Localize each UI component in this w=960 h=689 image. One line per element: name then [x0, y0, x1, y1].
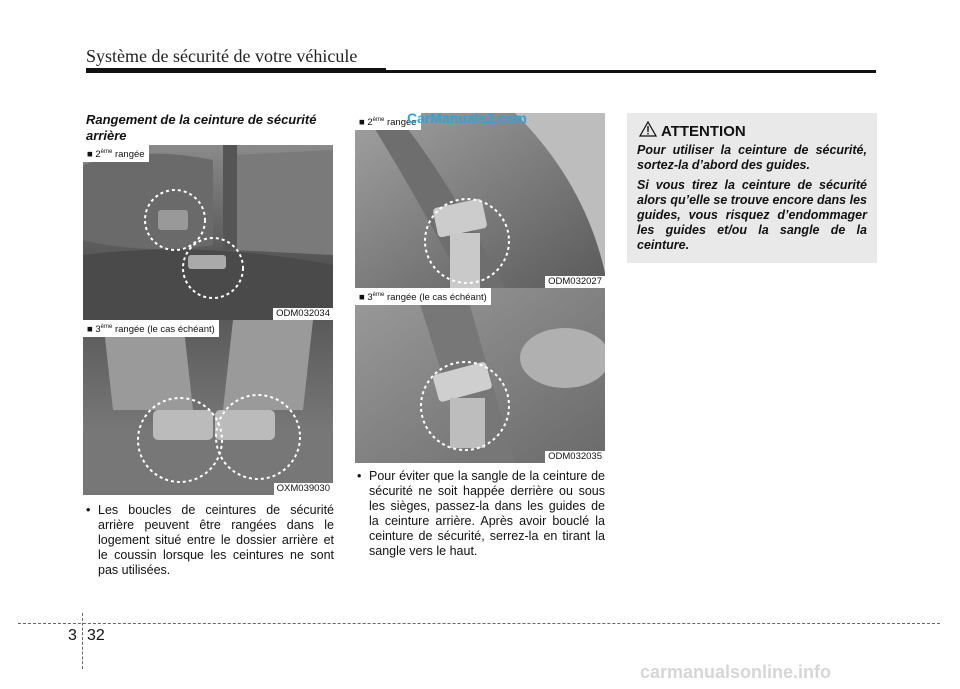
bullet-text: Pour éviter que la sangle de la ceinture de sécurité ne soit happée derrière ou sous les sièges, passez-la dans les guides de la ceinture arrière. Après avoir bouclé la ceinture de sécurité, serrez-la en tirant la sangle vers le haut.	[369, 469, 605, 558]
bullet-storage	[86, 503, 334, 578]
section-heading: Rangement de la ceinture de sécurité arrière	[86, 112, 317, 143]
bullet-dot: •	[86, 503, 91, 517]
bullet-dot: •	[357, 469, 362, 483]
photo-caption: ■ 3ème rangée (le cas échéant)	[355, 288, 491, 305]
photo-3rd-row-seat	[83, 320, 333, 495]
footer-rule	[18, 623, 940, 624]
belt-guide-illustration	[355, 113, 605, 288]
header-rule-accent	[86, 68, 386, 73]
seat-illustration	[83, 320, 333, 495]
photo-2nd-row-guide	[355, 113, 605, 288]
photo-code: ODM032034	[273, 308, 333, 320]
photo-caption: ■ 3ème rangée (le cas échéant)	[83, 320, 219, 337]
warning-icon	[639, 121, 657, 137]
bullet-text: Les boucles de ceintures de sécurité arrière peuvent être rangées dans le logement situé entre le dossier arrière et le coussin lorsque les ceintures ne sont pas utilisées.	[98, 503, 334, 577]
attention-box	[627, 113, 877, 263]
photo-caption: ■ 2ème rangée	[83, 145, 149, 162]
site-watermark: carmanualsonline.info	[640, 662, 832, 682]
photo-3rd-row-guide	[355, 288, 605, 463]
chapter-number: 3	[68, 627, 77, 644]
attention-paragraph: Si vous tirez la ceinture de sécurité alors qu’elle se trouve encore dans les guides, vous risquez d’endommager les guides et/ou la sangle de la ceinture.	[637, 178, 867, 252]
photo-code: ODM032035	[545, 451, 605, 463]
seat-illustration	[83, 145, 333, 320]
photo-code: OXM039030	[274, 483, 333, 495]
page-header-title: Système de sécurité de votre véhicule	[86, 46, 358, 66]
attention-paragraph: Pour utiliser la ceinture de sécurité, sortez-la d’abord des guides.	[637, 143, 867, 172]
bullet-guides	[357, 469, 605, 559]
photo-caption: ■ 2ème rangée	[355, 113, 421, 130]
photo-2nd-row-seat	[83, 145, 333, 320]
photo-code: ODM032027	[545, 276, 605, 288]
watermark: CarManuals2.com	[407, 110, 527, 126]
page-number: 32	[87, 627, 105, 644]
belt-guide-illustration	[355, 288, 605, 463]
footer-divider	[82, 613, 83, 669]
attention-title: ATTENTION	[661, 123, 746, 140]
